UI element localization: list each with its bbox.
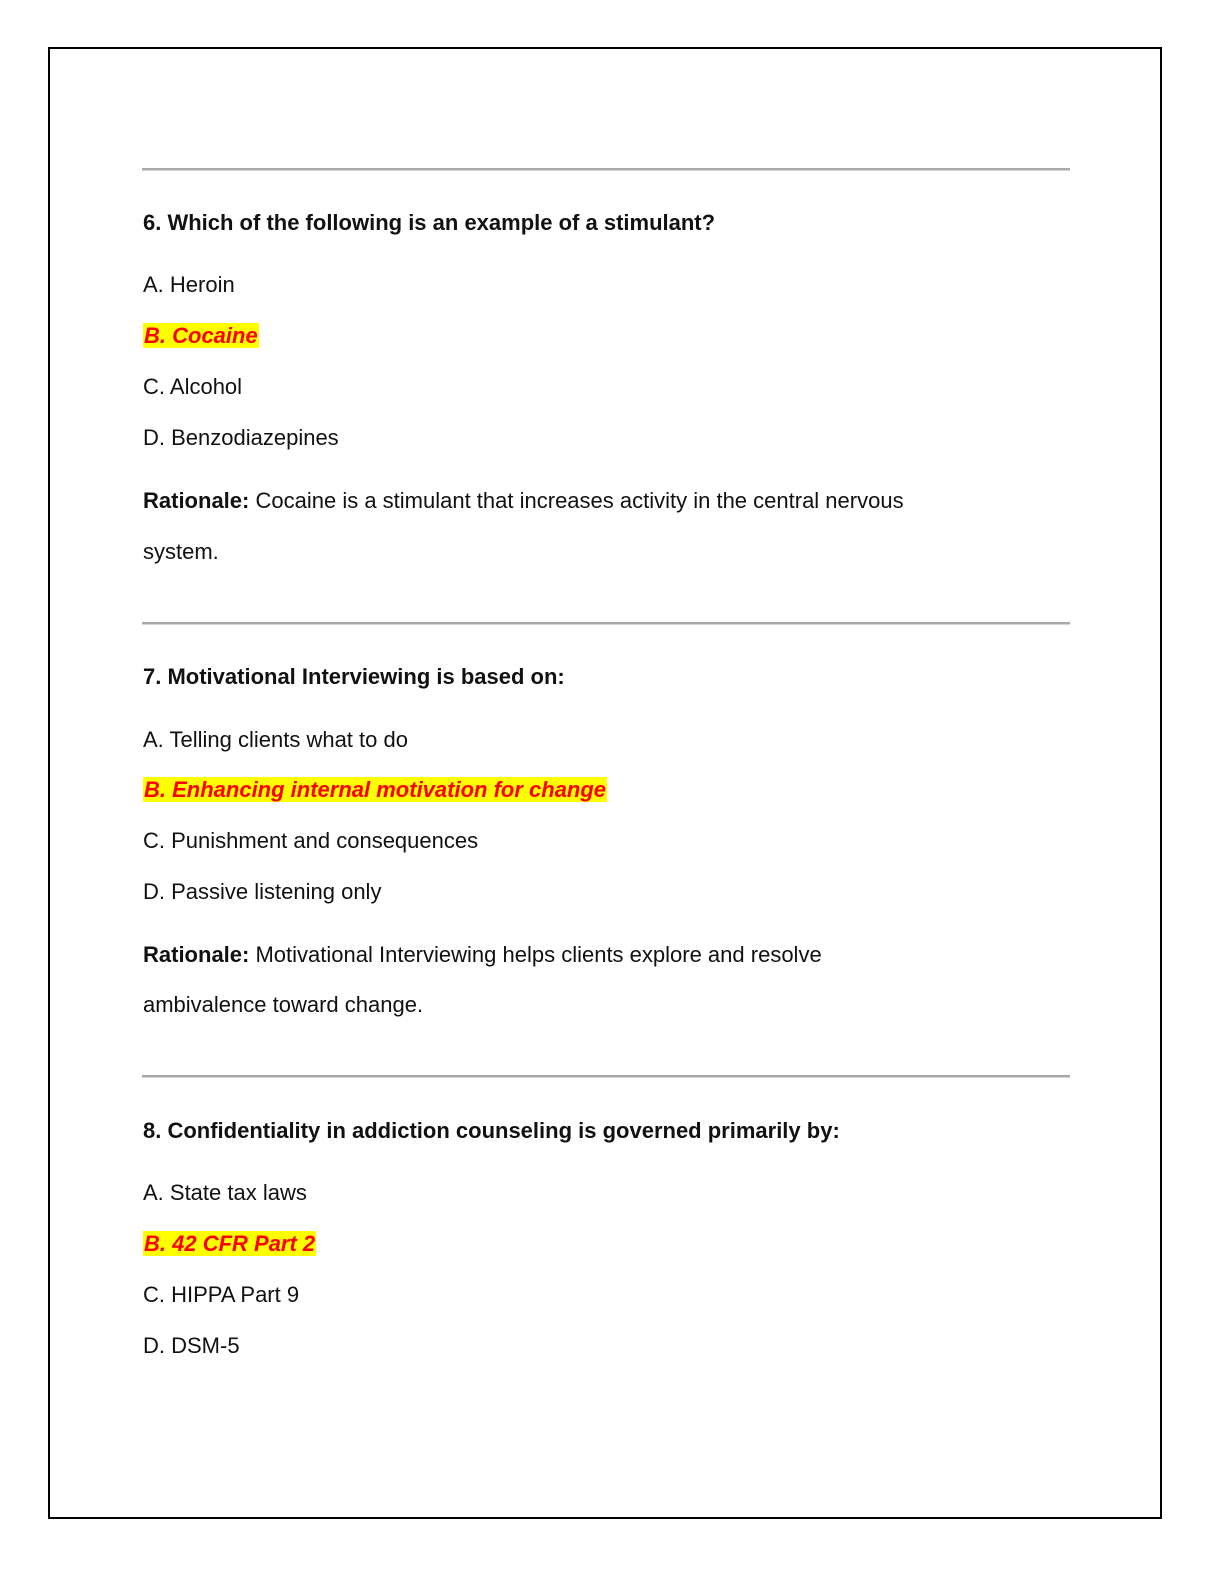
- question-6-option-b-correct: [143, 322, 259, 350]
- correct-answer-highlight: B. Cocaine: [144, 323, 258, 348]
- question-7-option-c: C. Punishment and consequences: [143, 828, 479, 853]
- question-7-text: 7. Motivational Interviewing is based on:: [143, 664, 565, 689]
- question-7-option-b-correct: [143, 776, 607, 804]
- section-divider: [142, 1075, 1070, 1078]
- section-divider: [142, 168, 1070, 171]
- question-6-option-a: A. Heroin: [143, 272, 235, 297]
- question-6-rationale: [143, 487, 904, 515]
- question-8-option-b-correct: [143, 1230, 316, 1258]
- correct-answer-highlight: B. Enhancing internal motivation for change: [144, 777, 607, 802]
- section-divider: [142, 622, 1070, 625]
- question-8-option-d: D. DSM-5: [143, 1333, 240, 1358]
- question-7-option-d: D. Passive listening only: [143, 879, 382, 904]
- question-6-option-c: C. Alcohol: [143, 374, 243, 399]
- question-8-option-c: C. HIPPA Part 9: [143, 1282, 300, 1307]
- rationale-label: Rationale:: [143, 942, 250, 967]
- rationale-text: Cocaine is a stimulant that increases activity in the central nervous: [255, 488, 904, 513]
- question-6-rationale-continued: system.: [143, 539, 219, 564]
- question-8-option-a: A. State tax laws: [143, 1180, 307, 1205]
- question-6-text: 6. Which of the following is an example of a stimulant?: [143, 210, 716, 235]
- question-7-rationale-continued: ambivalence toward change.: [143, 992, 424, 1017]
- question-7-option-a: A. Telling clients what to do: [143, 727, 408, 752]
- question-6-option-d: D. Benzodiazepines: [143, 425, 339, 450]
- rationale-text: Motivational Interviewing helps clients explore and resolve: [255, 942, 822, 967]
- rationale-label: Rationale:: [143, 488, 250, 513]
- question-7-rationale: [143, 941, 822, 969]
- question-8-text: 8. Confidentiality in addiction counseling is governed primarily by:: [143, 1118, 840, 1143]
- correct-answer-highlight: B. 42 CFR Part 2: [144, 1231, 316, 1256]
